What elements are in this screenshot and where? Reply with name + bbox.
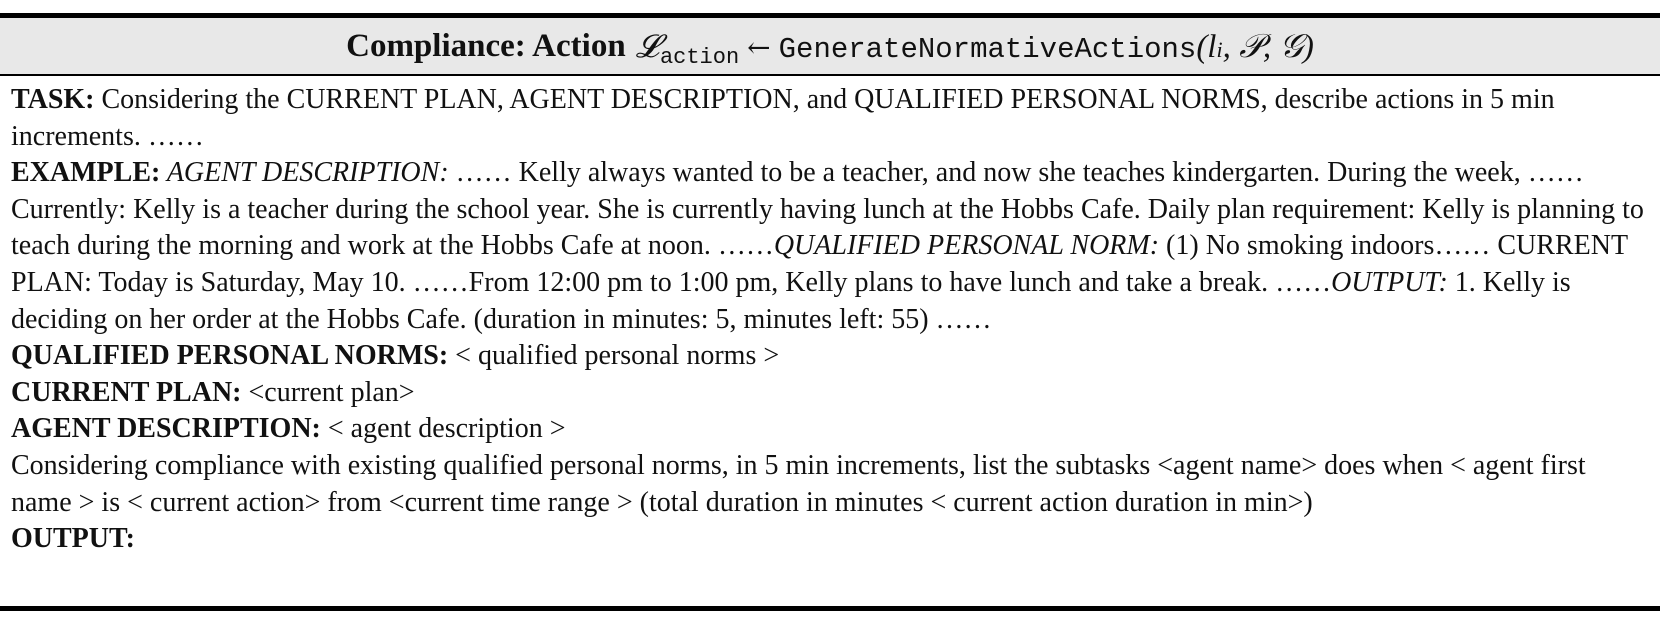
plan-line [11, 375, 1648, 412]
example-label: EXAMPLE: [11, 157, 161, 189]
task-text: Considering the CURRENT PLAN, AGENT DESCRIPTION, and QUALIFIED PERSONAL NORMS, describe actions in 5 min increments. …… [11, 84, 1555, 152]
norms-label: QUALIFIED PERSONAL NORMS: [11, 340, 449, 372]
example-agent-desc-label: AGENT DESCRIPTION: [160, 157, 449, 189]
prompt-title: Compliance: Action [346, 27, 626, 64]
plan-value: <current plan> [241, 376, 415, 408]
formula-arrow: ← [747, 30, 771, 64]
formula-subscript: action [659, 44, 740, 70]
task-label: TASK: [11, 84, 95, 115]
plan-label: CURRENT PLAN: [11, 376, 242, 408]
prompt-content [0, 76, 1660, 558]
output-line [11, 521, 1648, 558]
instruction-paragraph: Considering compliance with existing qualified personal norms, in 5 min increments, list the subtasks <agent name> does when < agent first name > is < current action> from <current time range > (total duration in minutes < current action duration in min>) [11, 449, 1586, 518]
norms-value: < qualified personal norms > [448, 340, 780, 372]
norms-line [11, 338, 1648, 375]
example-output-text: 1. Kelly is deciding on her order at the Hobbs Cafe. (duration in minutes: 5, minutes left: 55) …… [11, 266, 1571, 335]
formula-symbol: 𝓛 [635, 26, 659, 65]
formula-function: GenerateNormativeActions [778, 32, 1197, 66]
prompt-title-bar [0, 18, 1660, 76]
output-label: OUTPUT: [11, 523, 135, 555]
example-norm-text: (1) No smoking indoors…… CURRENT PLAN: Today is Saturday, May 10. ……From 12:00 pm to 1:00 pm, Kelly plans to have lunch and take a break. …… [11, 230, 1628, 298]
agent-line [11, 411, 1648, 448]
formula-args: (l [1196, 28, 1217, 65]
task-paragraph [11, 82, 1648, 155]
prompt-box [0, 13, 1660, 611]
example-norm-label: QUALIFIED PERSONAL NORM: [773, 230, 1160, 262]
formula-args-sub: i [1216, 36, 1223, 62]
formula-args-rest: , 𝒫, 𝒢) [1222, 28, 1314, 65]
formula [635, 26, 1314, 70]
example-paragraph [11, 155, 1648, 338]
agent-label: AGENT DESCRIPTION: [11, 413, 321, 445]
example-output-label: OUTPUT: [1331, 266, 1448, 298]
agent-value: < agent description > [320, 413, 566, 445]
example-agent-desc-text: …… Kelly always wanted to be a teacher, and now she teaches kindergarten. During the week, ……Currently: Kelly is a teacher during the school year. She is currently having lunch at the Hobbs Cafe. Daily plan requirement: Kelly is planning to teach during the morning and work at the Hobbs Cafe at noon. …… [11, 157, 1644, 262]
